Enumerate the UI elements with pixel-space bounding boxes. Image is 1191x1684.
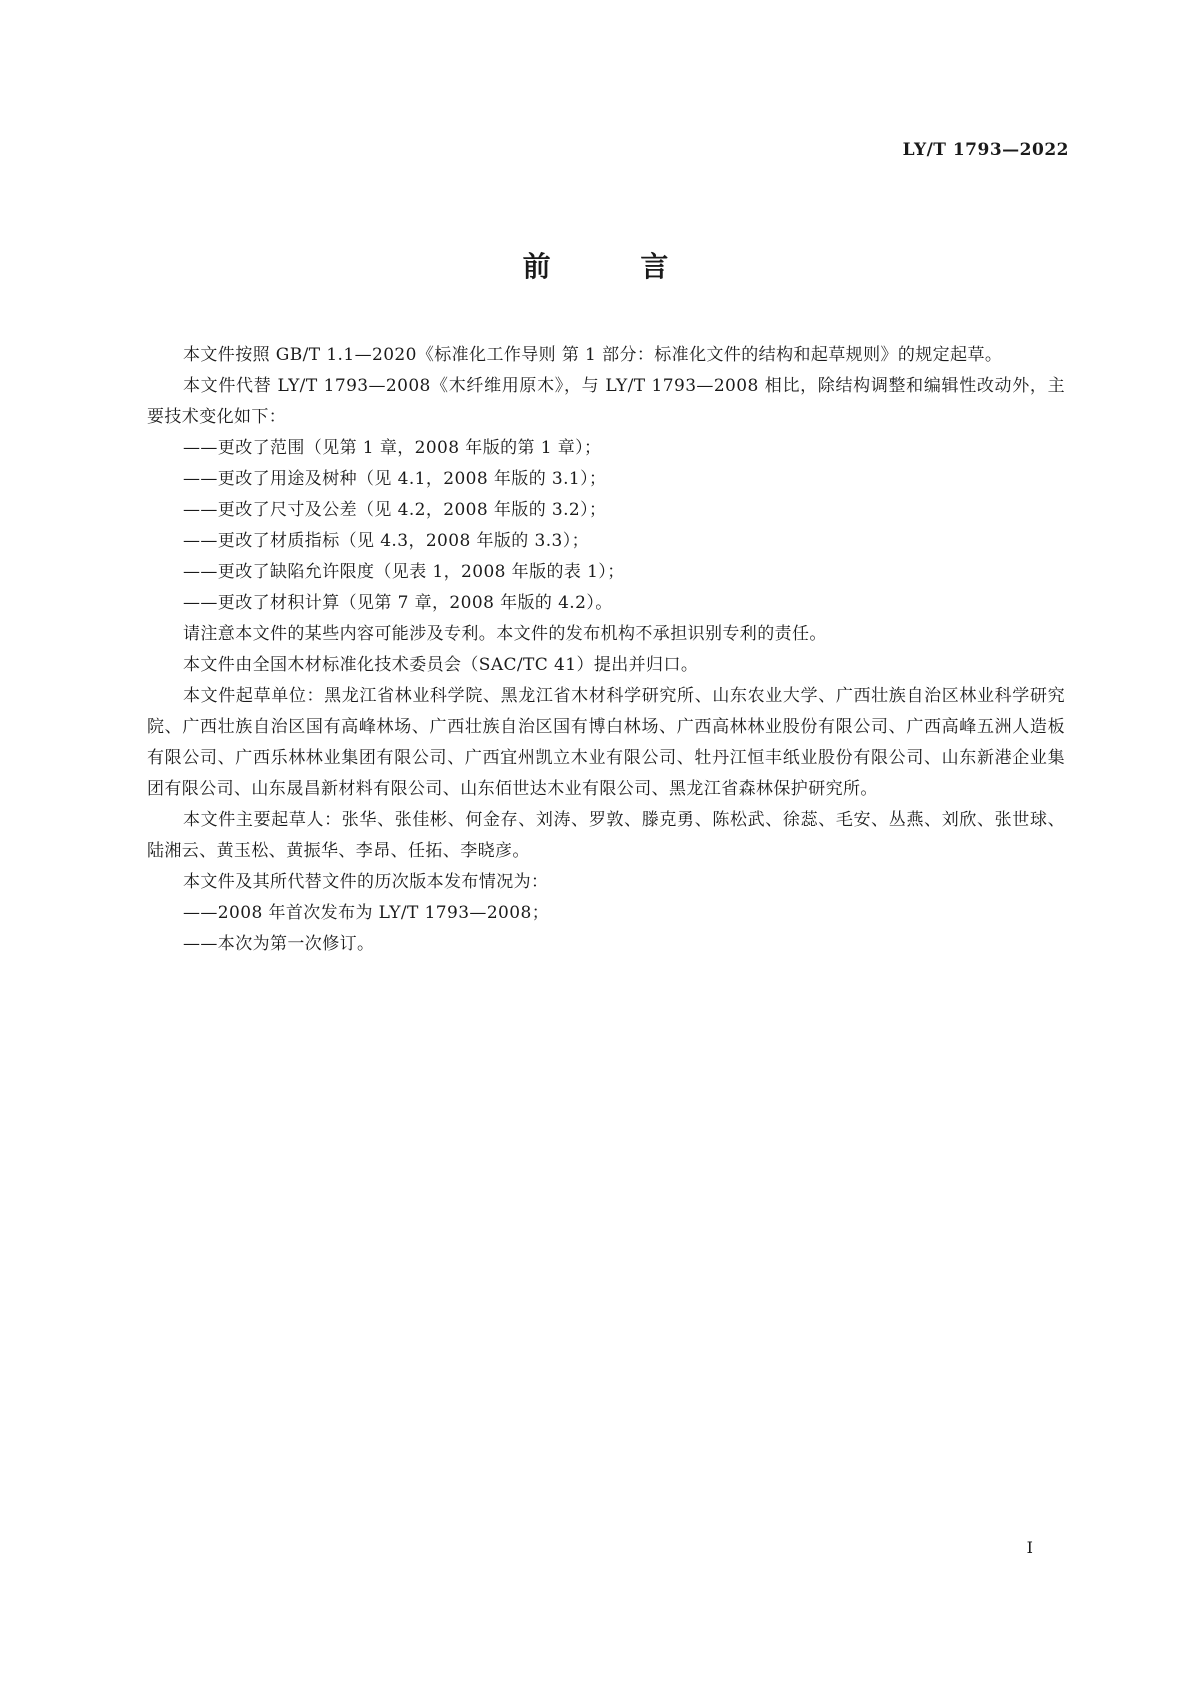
change-item: ——更改了缺陷允许限度（见表 1，2008 年版的表 1）； xyxy=(183,562,625,582)
change-item: ——更改了材积计算（见第 7 章，2008 年版的 4.2）。 xyxy=(183,593,613,613)
history-item: ——本次为第一次修订。 xyxy=(183,934,375,954)
paragraph-proposer: 本文件由全国木材标准化技术委员会（SAC/TC 41）提出并归口。 xyxy=(183,655,699,675)
paragraph-replacement: 本文件代替 LY/T 1793—2008《木纤维用原木》，与 LY/T 1793—2008 相比，除结构调整和编辑性改动外，主要技术变化如下： xyxy=(147,376,1065,427)
page-number: I xyxy=(1026,1538,1033,1557)
change-item: ——更改了尺寸及公差（见 4.2，2008 年版的 3.2）； xyxy=(183,500,607,520)
document-body xyxy=(147,340,1065,960)
standard-code: LY/T 1793—2022 xyxy=(902,140,1069,160)
paragraph-drafting-units: 本文件起草单位：黑龙江省林业科学院、黑龙江省木材科学研究所、山东农业大学、广西壮族自治区林业科学研究院、广西壮族自治区国有高峰林场、广西壮族自治区国有博白林场、广西高林林业股份有限公司、广西高峰五洲人造板有限公司、广西乐林林业集团有限公司、广西宜州凯立木业有限公司、牡丹江恒丰纸业股份有限公司、山东新港企业集团有限公司、山东晟昌新材料有限公司、山东佰世达木业有限公司、黑龙江省森林保护研究所。 xyxy=(147,686,1065,799)
paragraph-drafters: 本文件主要起草人：张华、张佳彬、何金存、刘涛、罗敦、滕克勇、陈松武、徐蕊、毛安、丛燕、刘欣、张世球、陆湘云、黄玉松、黄振华、李昂、任拓、李晓彦。 xyxy=(147,810,1065,861)
history-item: ——2008 年首次发布为 LY/T 1793—2008； xyxy=(183,903,550,923)
change-item: ——更改了范围（见第 1 章，2008 年版的第 1 章）； xyxy=(183,438,602,458)
page-title: 前 言 xyxy=(522,250,709,283)
paragraph-history-intro: 本文件及其所代替文件的历次版本发布情况为： xyxy=(183,872,549,892)
change-item: ——更改了材质指标（见 4.3，2008 年版的 3.3）； xyxy=(183,531,590,551)
paragraph-drafting-rules: 本文件按照 GB/T 1.1—2020《标准化工作导则 第 1 部分：标准化文件的结构和起草规则》的规定起草。 xyxy=(183,345,1003,365)
change-item: ——更改了用途及树种（见 4.1，2008 年版的 3.1）； xyxy=(183,469,607,489)
paragraph-patent-notice: 请注意本文件的某些内容可能涉及专利。本文件的发布机构不承担识别专利的责任。 xyxy=(183,624,827,644)
